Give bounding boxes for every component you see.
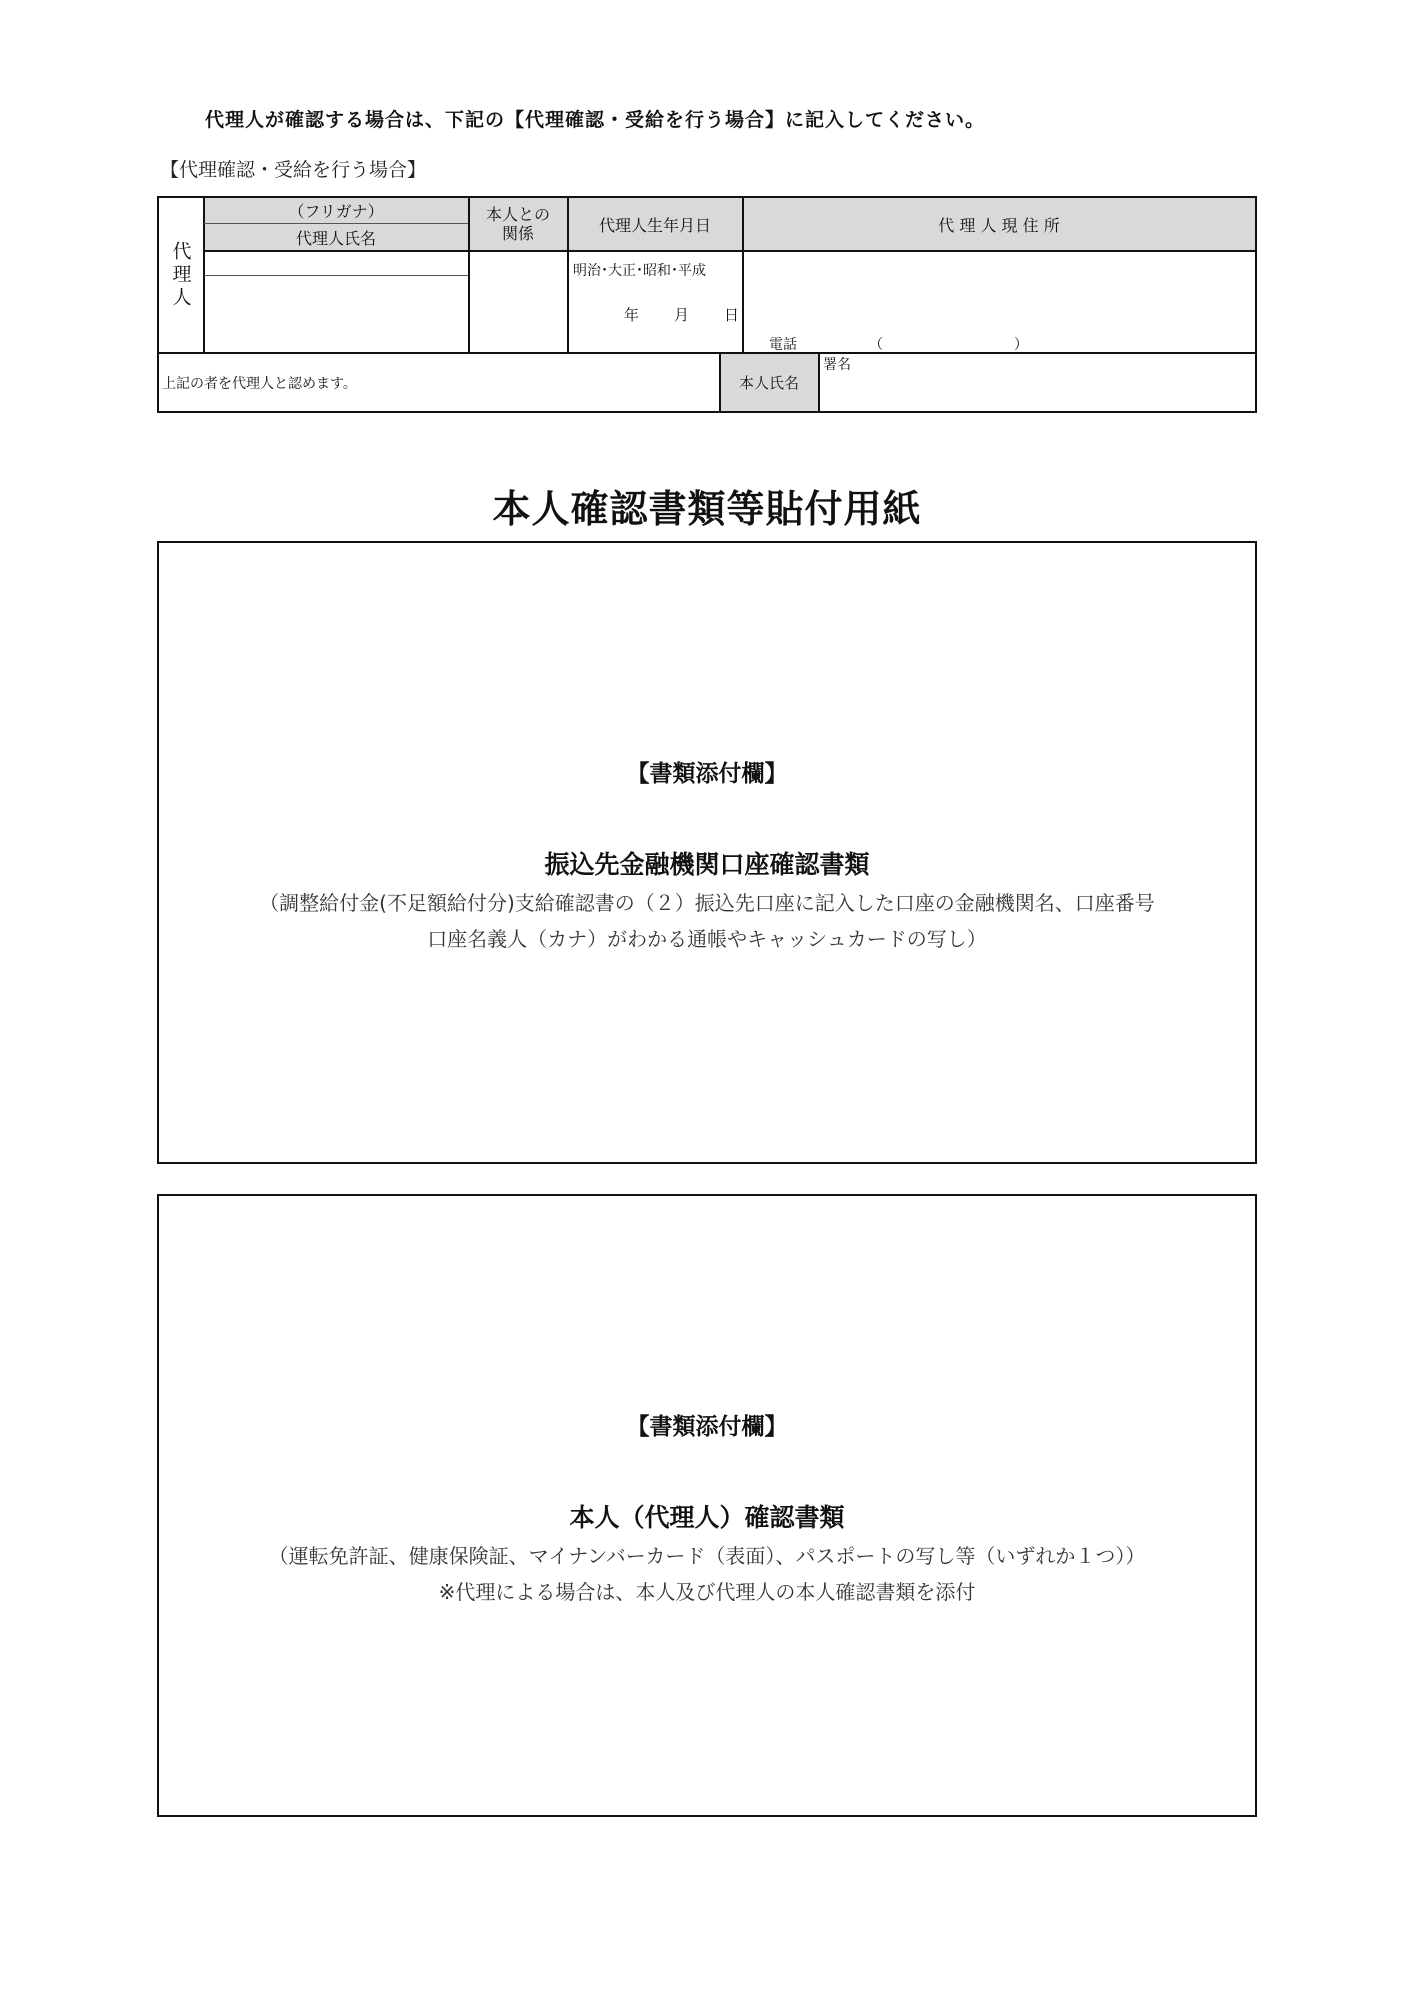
- page-title: 本人確認書類等貼付用紙: [492, 487, 922, 531]
- phone-label: 電話: [769, 337, 797, 353]
- principal-name-label: 本人氏名: [720, 353, 818, 411]
- address-field[interactable]: [743, 251, 1255, 331]
- phone-open-paren: （: [869, 337, 883, 353]
- attachment-box-bank[interactable]: [157, 541, 1257, 1164]
- phone-close-paren: ）: [1014, 337, 1028, 353]
- attachment-box-identity[interactable]: [157, 1194, 1257, 1817]
- attachment-desc-line2: ※代理による場合は、本人及び代理人の本人確認書類を添付: [438, 1580, 976, 1604]
- agent-furigana-field[interactable]: [204, 251, 468, 275]
- attachment-desc-line1: （調整給付金(不足額給付分)支給確認書の（２）振込先口座に記入した口座の金融機関名、口座番号: [259, 891, 1155, 915]
- signature-label: 署名: [823, 357, 851, 373]
- signature-field[interactable]: [820, 366, 1255, 411]
- era-options: 明治･大正･昭和･平成: [573, 263, 706, 279]
- attachment-header: 【書類添付欄】: [626, 761, 788, 787]
- agent-name-header: 代理人氏名: [204, 224, 468, 250]
- instruction-text: 代理人が確認する場合は、下記の【代理確認・受給を行う場合】に記入してください。: [205, 109, 986, 131]
- attachment-title: 本人（代理人）確認書類: [569, 1503, 845, 1532]
- day-label: 日: [724, 306, 740, 324]
- year-label: 年: [624, 306, 640, 324]
- consent-text: 上記の者を代理人と認めます。: [162, 376, 357, 392]
- agent-info-table: [157, 196, 1257, 413]
- attachment-desc-line1: （運転免許証、健康保険証、マイナンバーカード（表面）、パスポートの写し等（いずれか１つ））: [268, 1544, 1146, 1568]
- birthdate-header: 代理人生年月日: [568, 198, 742, 250]
- agent-name-field[interactable]: [204, 276, 468, 352]
- agent-row-header: 代理人: [169, 240, 192, 310]
- address-header: 代 理 人 現 住 所: [743, 198, 1255, 250]
- month-label: 月: [674, 306, 690, 324]
- attachment-title: 振込先金融機関口座確認書類: [544, 850, 870, 879]
- relation-header: 本人との 関係: [469, 198, 567, 250]
- attachment-desc-line2: 口座名義人（カナ）がわかる通帳やキャッシュカードの写し）: [427, 927, 987, 951]
- attachment-header: 【書類添付欄】: [626, 1414, 788, 1440]
- furigana-header: （フリガナ）: [204, 198, 468, 223]
- section-label: 【代理確認・受給を行う場合】: [160, 159, 427, 181]
- relation-field[interactable]: [469, 251, 567, 352]
